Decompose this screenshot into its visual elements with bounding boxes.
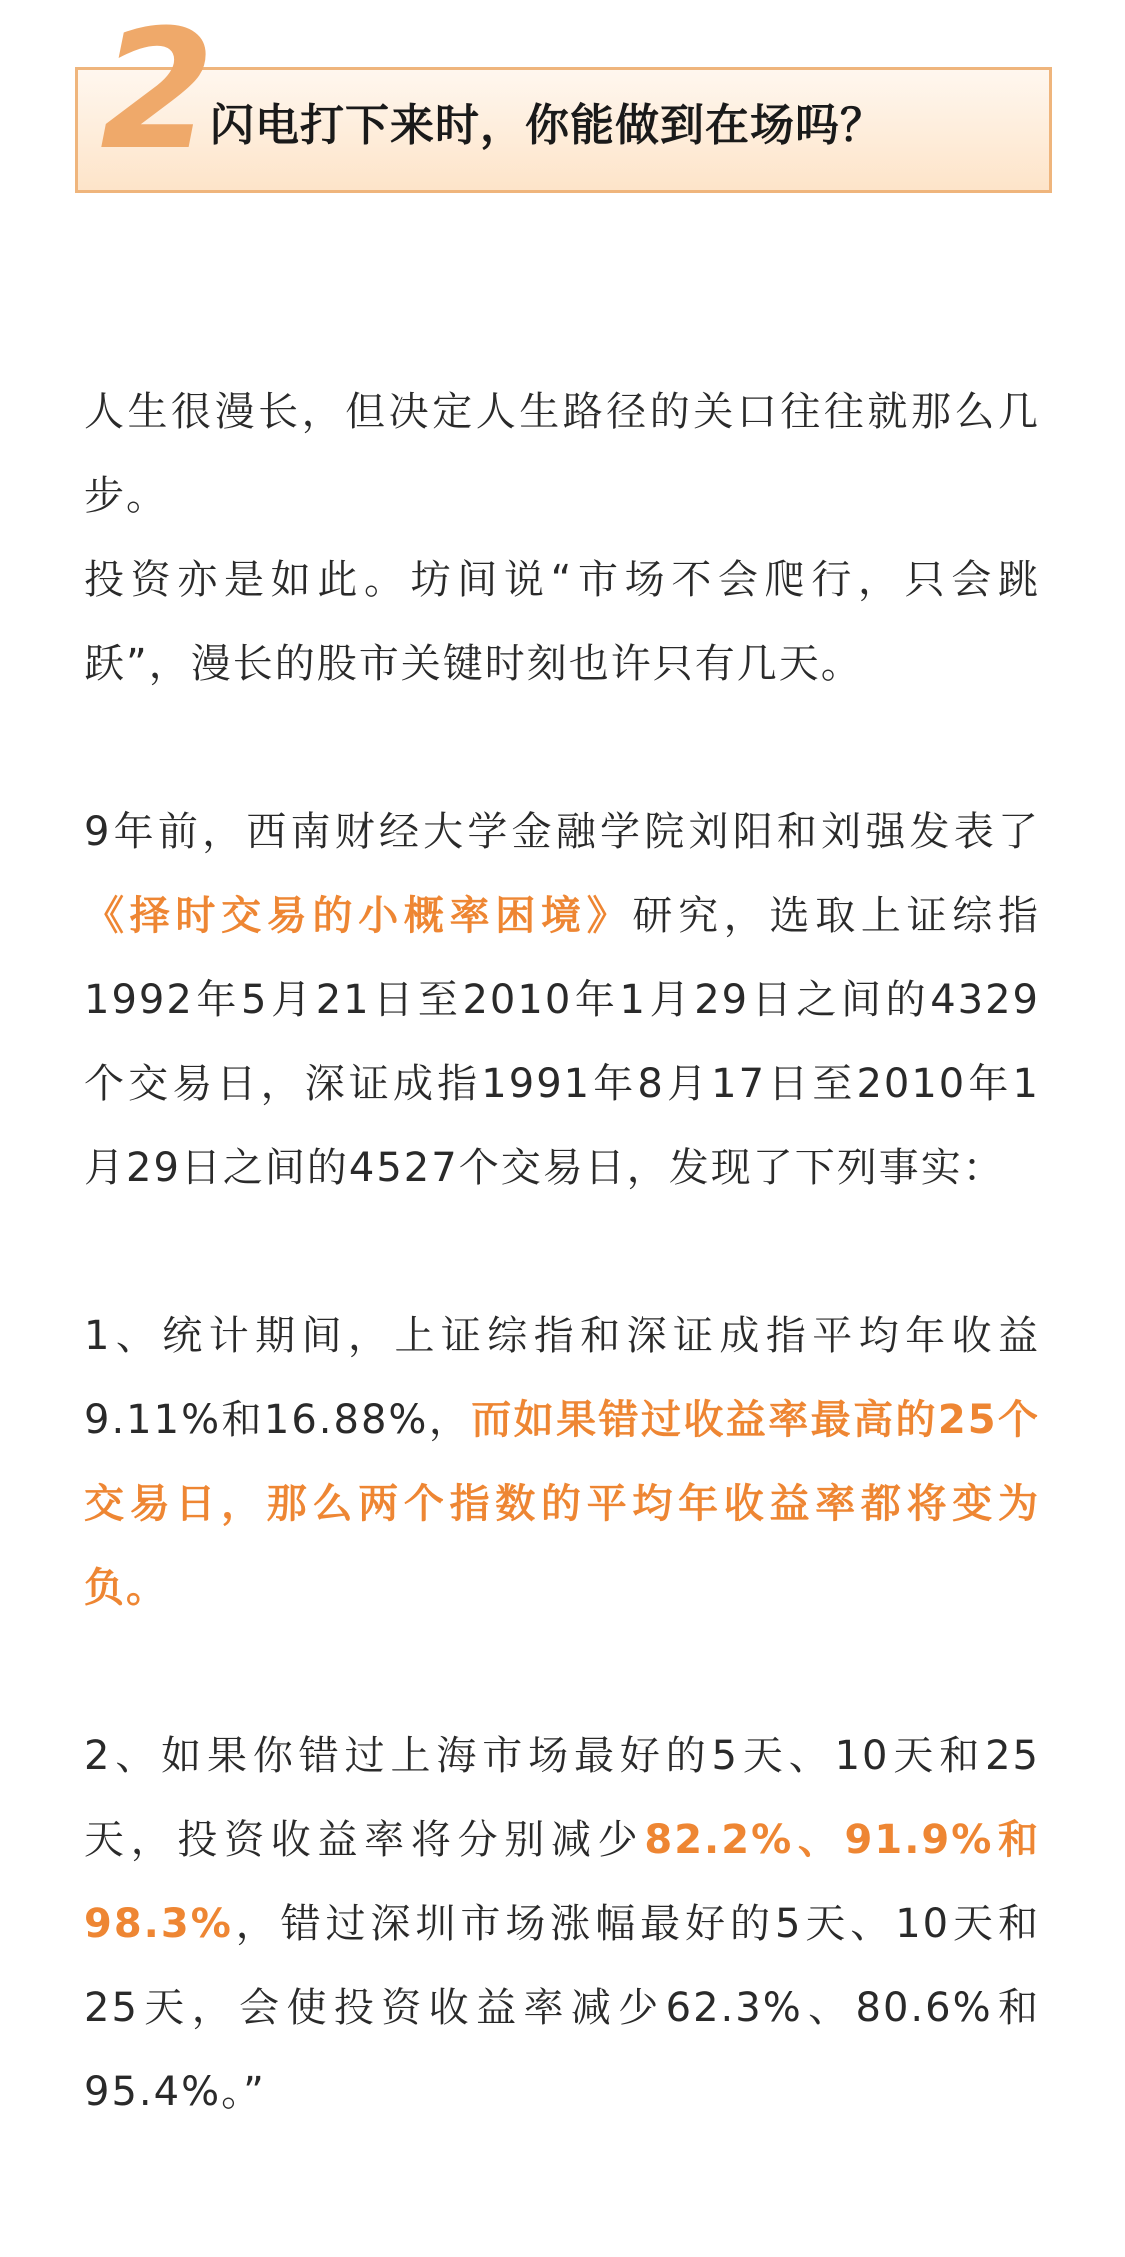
paragraph-research: [84, 790, 1040, 1210]
paragraph-intro: [84, 370, 1040, 706]
paragraph-fact-1: [84, 1294, 1040, 1630]
paragraph-fact-1-highlight: 而如果错过收益率最高的25个交易日，那么两个指数的平均年收益率都将变为负。: [84, 1397, 1040, 1611]
paragraph-intro-line1: 人生很漫长，但决定人生路径的关口往往就那么几步。: [84, 389, 1040, 519]
article-body: [84, 370, 1040, 2218]
paragraph-fact-2-text-b: ，错过深圳市场涨幅最好的5天、10天和25天，会使投资收益率减少62.3%、80.6%和95.4%。”: [84, 1901, 1040, 2115]
paragraph-fact-2-text-a: 2、如果你错过上海市场最好的5天、10天和25天，投资收益率将分别减少: [84, 1733, 1040, 1863]
section-title: 闪电打下来时，你能做到在场吗？: [210, 100, 885, 151]
paragraph-intro-line2: 投资亦是如此。坊间说“市场不会爬行，只会跳跃”，漫长的股市关键时刻也许只有几天。: [84, 557, 1040, 687]
paragraph-fact-2: [84, 1714, 1040, 2134]
paragraph-research-text-b: 研究，选取上证综指1992年5月21日至2010年1月29日之间的4329个交易日，深证成指1991年8月17日至2010年1月29日之间的4527个交易日，发现了下列事实：: [84, 893, 1041, 1191]
paragraph-research-text-a: 9年前，西南财经大学金融学院刘阳和刘强发表了: [84, 809, 1040, 855]
paragraph-fact-1-text: 1、统计期间，上证综指和深证成指平均年收益9.11%和16.88%，: [84, 1313, 1040, 1443]
section-number: 2: [100, 0, 215, 186]
paragraph-fact-2-highlight: 82.2%、91.9%和98.3%: [84, 1817, 1041, 1947]
research-title-highlight: 《择时交易的小概率困境》: [84, 893, 633, 939]
